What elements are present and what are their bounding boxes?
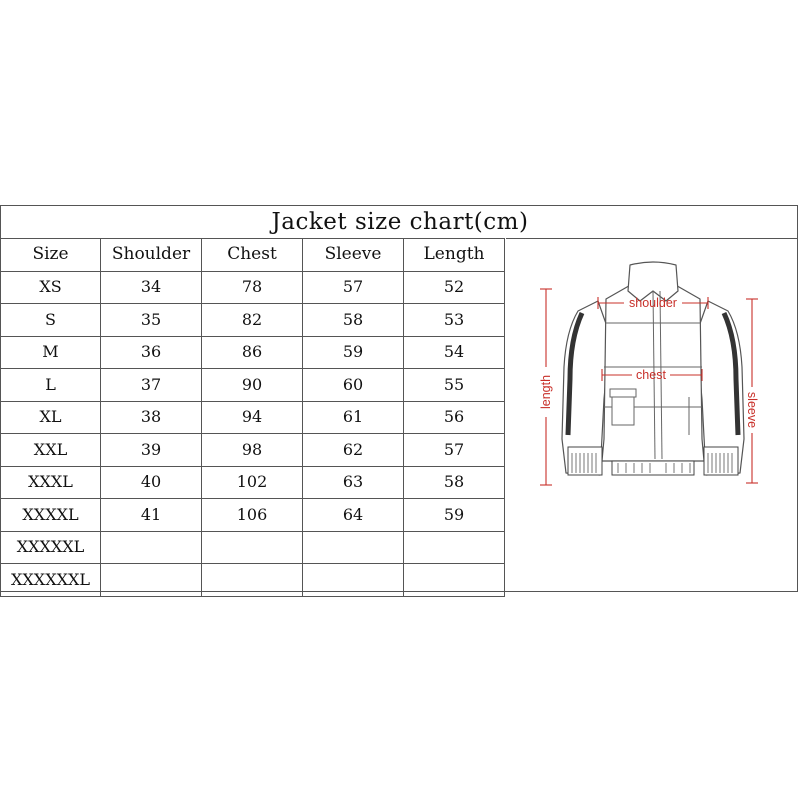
cell-chest: [202, 531, 303, 564]
cell-sleeve: 57: [303, 271, 404, 304]
cell-sleeve: 59: [303, 336, 404, 369]
cell-length: [404, 531, 505, 564]
cell-chest: 106: [202, 499, 303, 532]
table-row: [1, 304, 505, 337]
cell-length: 52: [404, 271, 505, 304]
header-size: Size: [1, 239, 101, 272]
cell-shoulder: [101, 564, 202, 597]
cell-chest: [202, 564, 303, 597]
table-row: [1, 434, 505, 467]
header-length: Length: [404, 239, 505, 272]
table-row: [1, 564, 505, 597]
cell-size: L: [1, 369, 101, 402]
cell-size: XL: [1, 401, 101, 434]
size-table: [0, 238, 505, 597]
cell-sleeve: 58: [303, 304, 404, 337]
jacket-measurement-diagram: [506, 238, 798, 592]
cell-chest: 98: [202, 434, 303, 467]
cell-sleeve: 60: [303, 369, 404, 402]
cell-shoulder: 37: [101, 369, 202, 402]
table-row: [1, 401, 505, 434]
cell-sleeve: 64: [303, 499, 404, 532]
cell-sleeve: [303, 531, 404, 564]
cell-length: 54: [404, 336, 505, 369]
cell-sleeve: 62: [303, 434, 404, 467]
table-row: [1, 336, 505, 369]
cell-size: XS: [1, 271, 101, 304]
cell-shoulder: 38: [101, 401, 202, 434]
length-label: length: [539, 374, 553, 410]
cell-length: 57: [404, 434, 505, 467]
chest-label: chest: [636, 368, 666, 382]
table-header-row: [1, 239, 505, 272]
jacket-illustration: [506, 239, 798, 593]
shoulder-label: shoulder: [629, 296, 677, 310]
table-row: [1, 499, 505, 532]
cell-shoulder: 34: [101, 271, 202, 304]
cell-length: 59: [404, 499, 505, 532]
cell-chest: 90: [202, 369, 303, 402]
cell-size: XXXL: [1, 466, 101, 499]
table-row: [1, 271, 505, 304]
cell-length: 53: [404, 304, 505, 337]
cell-sleeve: 61: [303, 401, 404, 434]
sleeve-label: sleeve: [745, 391, 759, 429]
cell-sleeve: [303, 564, 404, 597]
cell-shoulder: 39: [101, 434, 202, 467]
cell-size: XXXXXXL: [1, 564, 101, 597]
cell-shoulder: [101, 531, 202, 564]
cell-size: XXL: [1, 434, 101, 467]
cell-length: 55: [404, 369, 505, 402]
cell-chest: 82: [202, 304, 303, 337]
table-row: [1, 466, 505, 499]
header-shoulder: Shoulder: [101, 239, 202, 272]
header-sleeve: Sleeve: [303, 239, 404, 272]
cell-shoulder: 40: [101, 466, 202, 499]
cell-chest: 102: [202, 466, 303, 499]
cell-size: M: [1, 336, 101, 369]
table-row: [1, 369, 505, 402]
cell-shoulder: 36: [101, 336, 202, 369]
cell-length: 56: [404, 401, 505, 434]
cell-chest: 78: [202, 271, 303, 304]
header-chest: Chest: [202, 239, 303, 272]
cell-length: [404, 564, 505, 597]
cell-shoulder: 41: [101, 499, 202, 532]
chart-title: Jacket size chart(cm): [271, 209, 529, 235]
cell-chest: 86: [202, 336, 303, 369]
table-body: [1, 271, 505, 596]
cell-size: XXXXL: [1, 499, 101, 532]
cell-shoulder: 35: [101, 304, 202, 337]
table-row: [1, 531, 505, 564]
cell-chest: 94: [202, 401, 303, 434]
cell-sleeve: 63: [303, 466, 404, 499]
cell-size: XXXXXL: [1, 531, 101, 564]
cell-length: 58: [404, 466, 505, 499]
cell-size: S: [1, 304, 101, 337]
